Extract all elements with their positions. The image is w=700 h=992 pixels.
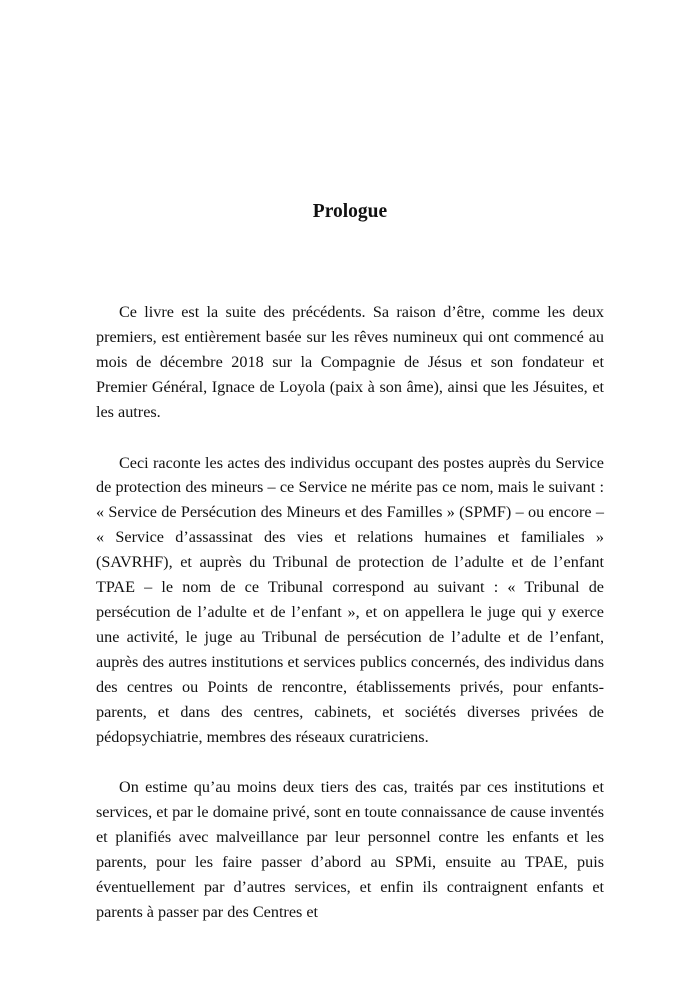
paragraph-2: Ceci raconte les actes des individus occupant des postes auprès du Service de protection des mineurs – ce Service ne mérite pas ce nom, mais le suivant : « Service de Persécution des Mineurs et des Familles » (SPMF) – ou encore – « Service d’assassinat des vies et relations humaines et familiales » (SAVRHF), et auprès du Tribunal de protection de l’adulte et de l’enfant TPAE – le nom de ce Tribunal correspond au suivant : « Tribunal de persécution de l’adulte et de l’enfant », et on appellera le juge qui y exerce une activité, le juge au Tribunal de persécution de l’adulte et de l’enfant, auprès des autres institutions et services publics concernés, des individus dans des centres ou Points de rencontre, établissements privés, pour enfants-parents, et dans des centres, cabinets, et sociétés diverses privées de pédopsychiatrie, membres des réseaux curatriciens.	[96, 453, 604, 746]
body-text	[96, 300, 604, 951]
page-title: Prologue	[312, 201, 388, 222]
paragraph-1: Ce livre est la suite des précédents. Sa raison d’être, comme les deux premiers, est entièrement basée sur les rêves numineux qui ont commencé au mois de décembre 2018 sur la Compagnie de Jésus et son fondateur et Premier Général, Ignace de Loyola (paix à son âme), ainsi que les Jésuites, et les autres.	[96, 303, 604, 421]
paragraph-3: On estime qu’au moins deux tiers des cas, traités par ces institutions et services, et par le domaine privé, sont en toute connaissance de cause inventés et planifiés avec malveillance par leur personnel contre les enfants et les parents, pour les faire passer d’abord au SPMi, ensuite au TPAE, puis éventuellement par d’autres services, et enfin ils contraignent enfants et parents à passer par des Centres et	[96, 778, 604, 921]
